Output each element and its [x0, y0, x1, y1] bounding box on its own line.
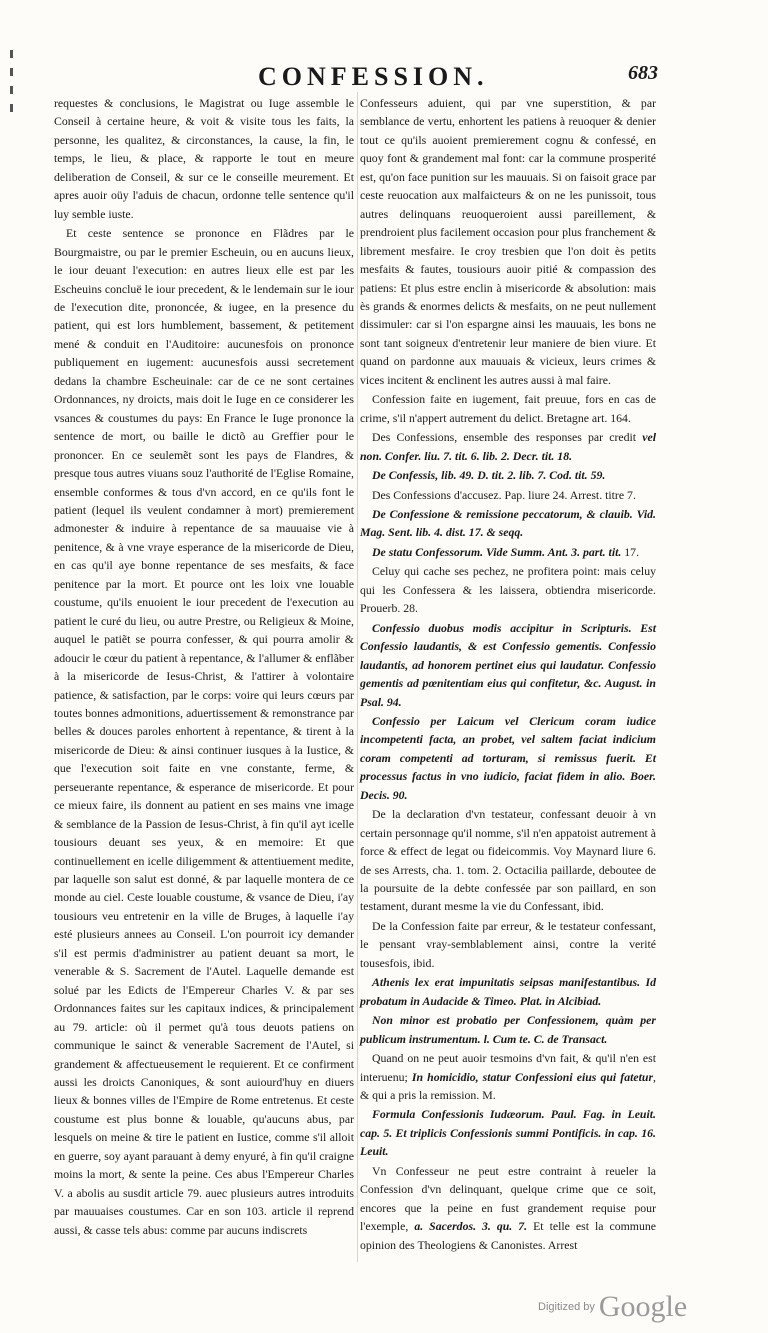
latin-reference: In homicidio, statur Confessioni eius qui fatetur	[411, 1069, 654, 1084]
right-paragraph: De la declaration d'vn testateur, confessant deuoir à vn certain personnage qu'il nomme, s'il n'en appatoist autrement à force & effect de legat ou fideicommis. Voy Maynard liure 6. de ses Arrests, cha. 1. tom. 2. Octacilia paillarde, deboutee de la poursuite de la debte confessée par son paillard, en son testament, durant mesme la vie du Confessant, ibid.	[360, 807, 656, 914]
left-paragraph: requestes & conclusions, le Magistrat ou Iuge assemble le Conseil à certaine heure, & voit & visite tous les faits, la personne, les qualitez, & circonstances, la cause, la fin, le temps, le lieu, & place, & rapporte le tout en meure deliberation de Conseil, & sur ce le conseille meurement. Et apres auoir oüy l'aduis de chacun, ordonne telle sentence qu'il luy semble iuste.	[54, 96, 354, 221]
right-paragraph: Confession faite en iugement, fait preuue, fors en cas de crime, s'il n'appert autrement du delict. Bretagne art. 164.	[360, 392, 656, 425]
latin-passage: Athenis lex erat impunitatis seipsas manifestantibus. Id probatum in Audacide & Timeo. Plat. in Alcibiad.	[360, 975, 656, 1008]
latin-reference: De Confessione & remissione peccatorum, & clauib. Vid. Mag. Sent. lib. 4. dist. 17. & seqq.	[360, 506, 656, 540]
left-paragraph: Et ceste sentence se prononce en Flãdres par le Bourgmaistre, ou par le premier Escheuin, ou en aucuns lieux, le iour deuant l'execution: en autres lieux elle est par les Escheuins concluë le iour precedent, & le lendemain sur le iour de l'execution dite, prononcée, & iugee, en la presence du patient, qui est lors humblement, bassement, & petitement mené & conduit en l'Auditoire: aucunesfois on prononce publiquement en iugement: aucunesfois aussi secretement dedans la chambre Escheuinale: car de ce ne sont certaines Ordonnances, ny droicts, mais doit le Iuge en ce considerer les vsances & coustumes du pays: En France le Iuge prononce la sentence de mort, ou baille le dictõ au Greffier pour le prononcer. En ce seulemẽt sont les pays de Flandres, & presque tous autres viuans souz l'authorité de l'Eglise Romaine, ensemble conformes & tous d'vn accord, en ce qu'ils font le patient (lequel ils veulent condamner à mort) premierement admonester & induire à repentance de sa mauuaise vie à penitence, & à vne vraye esperance de la misericorde de Dieu, en cas qu'il aye bonne repentance de ses mesfaits, & face penitence par la mort. Et pource ont les loix vne louable coustume, qu'ils enuoient le iour precedent de l'execution au patient le curé du lieu, ou autre Prestre, ou Religieux & Moine, auquel le patiẽt se pourra confesser, & qui pourra amolir & adoucir le cœur du patient à repentance, & l'allumer & enflãber à la misericorde de Iesus-Christ, & l'attirer à volontaire patience, & satisfaction, par le corps: voire qui leurs cœurs par toutes bonnes admonitions, aduertissement & remonstrance par belles & douces paroles enhortent à repentance, & tirent à la misericorde de Dieu: & ainsi continuer iusques à la Iustice, & que l'execution soit faite en vne constante, ferme, & perseuerante repentance, & esperance de misericorde. Et pour ce mieux faire, ils donnent au patient en ses mains vne image & semblance de la Passion de Iesus-Christ, à fin qu'il ayt icelle tousiours deuant ses yeux, & en memoire: Et que continuellement en icelle diligemment & attentiuement medite, par laquelle son salut est donné, & par laquelle montera de ce monde au ciel. Ceste louable coustume, & vsance de Dieu, i'ay tousiours veu entretenir en la ville de Bruges, à laquelle i'ay esté plusieurs annees au Conseil. L'on pourroit icy demander s'il est permis d'administrer au patient deuant sa mort, le venerable & S. Sacrement de l'Autel. Laquelle demande est solué par les Edicts de l'Empereur Charles V. & par ses Ordonnances faites sur les capitaux indices, & principalement au 79. article: où il permet qu'à tous deuots patiens on communique le sainct & venerable Sacrement de l'Autel, si grandement & affectueusement le requierent. Et ce confirment aussi les droicts Canoniques, & sont auiourd'huy en diuers lieux & bonnes villes de l'Empire de Rome entretenus. Et ceste coustume est plus bonne & louable, qu'aucuns abus, par lesquels on meine & tire le patient en Iustice, comme s'il alloit en guerre, soy ayant parauant à demy enyuré, à fin qu'il craigne moins la mort, & sente la peine. Ces abus l'Empereur Charles V. a abolis au susdit article 79. auec plusieurs autres introduits par mauuaises coustumes. Car en son 103. article il reprend aussi, & casse tels abus: comme par aucuns indiscrets	[54, 226, 354, 1237]
left-column	[54, 94, 354, 1239]
text-run: Vn Confesseur ne peut estre contraint à reueler la Confession d'vn delinquant, quelque crime que ce soit, encores que la peine en fust grandement requise pour l'exemple,	[360, 1163, 656, 1234]
right-paragraph	[360, 1162, 656, 1254]
text-run: Quand on ne peut auoir tesmoins d'vn fait, & qu'il n'en est interuenu;	[360, 1051, 656, 1084]
latin-passage: Confessio duobus modis accipitur in Scripturis. Est Confessio laudantis, & est Confessio gementis. Confessio laudantis, ad honorem pertinet eius qui laudatur. Confessio gementis ad pœnitentiam eius qui confitetur, &c. August. in Psal. 94.	[360, 620, 656, 709]
text-run: , & qui a pris la remission. M.	[360, 1069, 656, 1103]
text-run: 17.	[621, 544, 640, 559]
digitized-watermark	[538, 1290, 687, 1324]
watermark-prefix: Digitized by	[538, 1301, 595, 1313]
text-run: Des Confessions, ensemble des responses par credit	[372, 430, 643, 445]
page-number: 683	[628, 62, 658, 84]
right-paragraph: Des Confessions d'accusez. Pap. liure 24. Arrest. titre 7.	[372, 487, 636, 502]
latin-reference: De Confessis, lib. 49. D. tit. 2. lib. 7. Cod. tit. 59.	[372, 468, 606, 483]
right-paragraph	[360, 543, 656, 561]
right-paragraph	[360, 1049, 656, 1104]
right-paragraph: Celuy qui cache ses pechez, ne profitera point: mais celuy qui les Confessera & les laissera, obtiendra misericorde. Prouerb. 28.	[360, 564, 656, 616]
margin-mark	[10, 50, 13, 58]
margin-mark	[10, 104, 13, 112]
latin-reference: De statu Confessorum. Vide Summ. Ant. 3. part. tit.	[372, 544, 622, 559]
column-gutter	[357, 92, 358, 1262]
right-paragraph: De la Confession faite par erreur, & le testateur confessant, le pensant vray-semblablement ainsi, contre la verité tousesfois, ibid.	[360, 918, 656, 970]
google-logo: Google	[598, 1290, 688, 1323]
latin-passage: Formula Confessionis Iudæorum. Paul. Fag. in Leuit. cap. 5. Et triplicis Confessionis summi Pontificis. in cap. 16. Leuit.	[360, 1107, 656, 1159]
right-column	[360, 94, 656, 1254]
text-run: Et telle est la commune opinion des Theologiens & Canonistes. Arrest	[360, 1219, 657, 1252]
right-paragraph: Confesseurs aduient, qui par vne superstition, & par semblance de vertu, enhortent les patiens à reuoquer & denier tout ce qu'ils auoient premierement cognu & confessé, en quoy font & grandement mal font: car la commune prosperité est, qu'on face punition sur les mauuais. Si on faisoit grace par ceste reuocation aux malfaicteurs & on ne les punissoit, tous autres delinquans reuoqueroient aussi pareillement, & prendroient plus facilement occasion pour plus franchement & librement mesfaire. Ie croy tresbien que l'on doit ès petits mesfaits & fautes, tousiours auoir pitié & compassion des patiens: Et plus estre enclin à misericorde & absolution: mais ès grands & enormes delicts & mesfaits, on ne peut nullement dissimuler: car si l'on espargne ainsi les mauuais, les bons ne sont tant soigneux d'entretenir leur maniere de bien viure. Et quand on pardonne aux mauuais & vicieux, leurs crimes & vices incitent & enclinent les autres aussi à mal faire.	[360, 96, 656, 387]
latin-reference: a. Sacerdos. 3. qu. 7.	[414, 1219, 528, 1234]
latin-reference: vel non. Confer. liu. 7. tit. 6. lib. 2. Decr. tit. 18.	[360, 430, 656, 463]
latin-passage: Non minor est probatio per Confessionem, quàm per publicum instrumentum. l. Cum te. C. de Transact.	[360, 1013, 656, 1046]
page-header	[0, 62, 768, 94]
latin-passage: Confessio per Laicum vel Clericum coram iudice incompetenti facta, an probet, vel saltem faciat indicium coram competenti ad torturam, si remissus fuerit. Et processus factus in vno iudicio, faciat fidem in alio. Boer. Decis. 90.	[360, 713, 656, 802]
right-paragraph	[360, 428, 656, 465]
running-head: CONFESSION.	[258, 62, 489, 91]
